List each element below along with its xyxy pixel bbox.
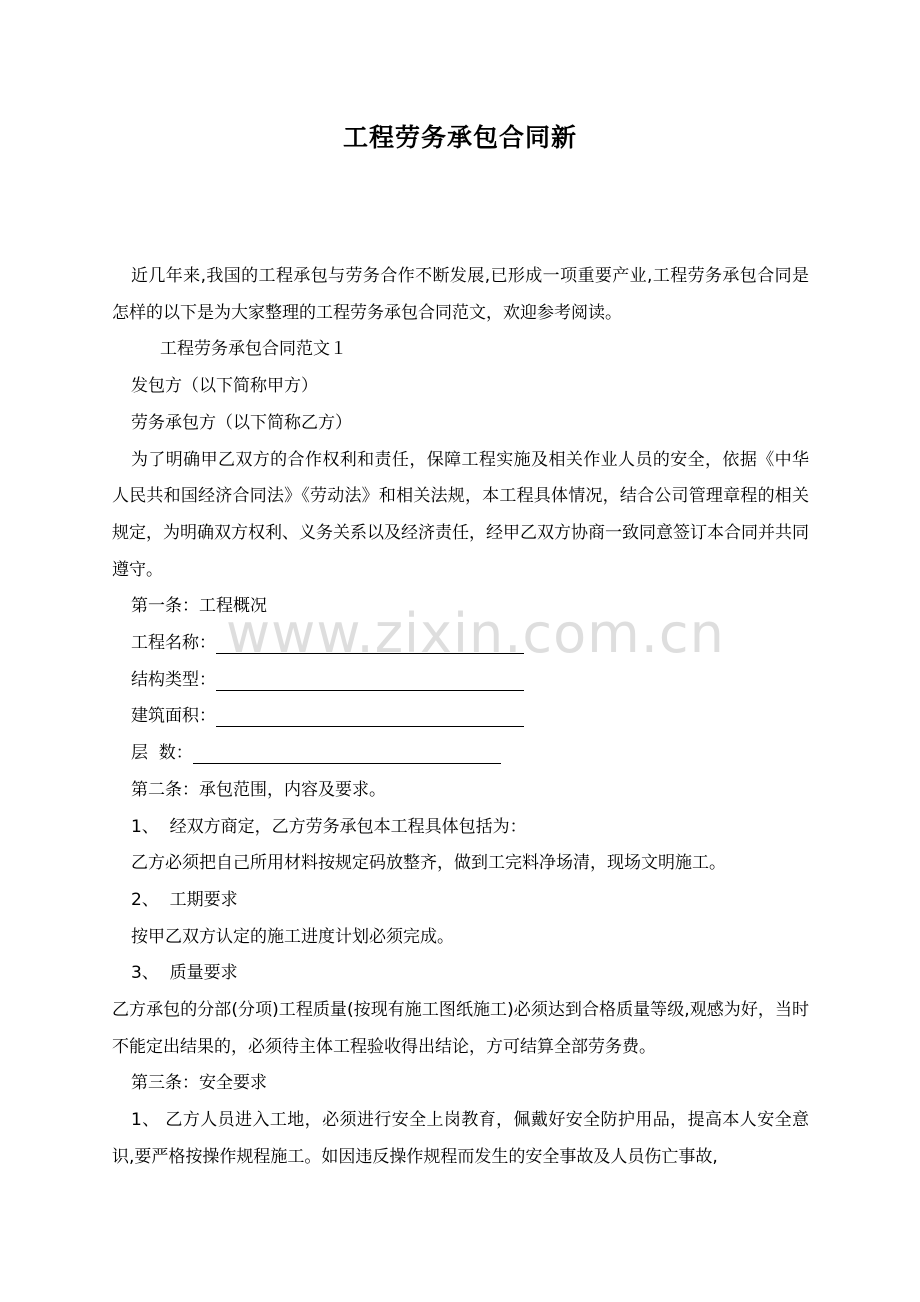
floors-field bbox=[112, 735, 809, 772]
item-2-text: 按甲乙双方认定的施工进度计划必须完成。 bbox=[131, 926, 454, 947]
floor-area-blank bbox=[216, 704, 524, 727]
item-1-heading: 1、 经双方商定，乙方劳务承包本工程具体包括为： bbox=[131, 816, 527, 837]
structure-type-blank bbox=[216, 668, 524, 691]
article-2-heading: 第二条：承包范围，内容及要求。 bbox=[131, 779, 386, 800]
document-body bbox=[112, 258, 809, 1176]
preamble-paragraph: 为了明确甲乙双方的合作权利和责任，保障工程实施及相关作业人员的安全，依据《中华人民共和国经济合同法》《劳动法》和相关法规，本工程具体情况，结合公司管理章程的相关规定，为明确双方权利、义务关系以及经济责任，经甲乙双方协商一致同意签订本合同并共同遵守。 bbox=[112, 449, 809, 580]
structure-type-label: 结构类型： bbox=[131, 669, 216, 690]
intro-paragraph: 近几年来,我国的工程承包与劳务合作不断发展,已形成一项重要产业,工程劳务承包合同是怎样的以下是为大家整理的工程劳务承包合同范文，欢迎参考阅读。 bbox=[112, 266, 809, 323]
item-3-heading: 3、 质量要求 bbox=[131, 963, 238, 984]
floors-blank bbox=[193, 741, 501, 764]
structure-type-field bbox=[112, 662, 809, 699]
watermark: www.zixin.com.cn bbox=[226, 602, 725, 665]
sample-heading: 工程劳务承包合同范文１ bbox=[160, 339, 347, 360]
project-name-label: 工程名称： bbox=[131, 633, 216, 654]
article-3-heading: 第三条：安全要求 bbox=[131, 1073, 267, 1094]
floor-area-label: 建筑面积： bbox=[131, 706, 216, 727]
article-1-heading: 第一条：工程概况 bbox=[131, 596, 267, 617]
item-1-text: 乙方必须把自己所用材料按规定码放整齐，做到工完料净场清，现场文明施工。 bbox=[131, 853, 726, 874]
document-title: 工程劳务承包合同新 bbox=[342, 123, 577, 152]
party-b-line: 劳务承包方（以下简称乙方） bbox=[131, 412, 352, 433]
safety-1-paragraph: 1、 乙方人员进入工地，必须进行安全上岗教育，佩戴好安全防护用品，提高本人安全意识,要严格按操作规程施工。如因违反操作规程而发生的安全事故及人员伤亡事故, bbox=[112, 1110, 809, 1167]
project-name-blank bbox=[216, 631, 524, 654]
floors-label: 层 数： bbox=[131, 743, 193, 764]
project-name-field bbox=[112, 625, 809, 662]
item-2-heading: 2、 工期要求 bbox=[131, 889, 238, 910]
floor-area-field bbox=[112, 698, 809, 735]
item-3-text: 乙方承包的分部(分项)工程质量(按现有施工图纸施工)必须达到合格质量等级,观感为好，当时不能定出结果的，必须待主体工程验收得出结论，方可结算全部劳务费。 bbox=[112, 1000, 809, 1057]
party-a-line: 发包方（以下简称甲方） bbox=[131, 376, 318, 397]
